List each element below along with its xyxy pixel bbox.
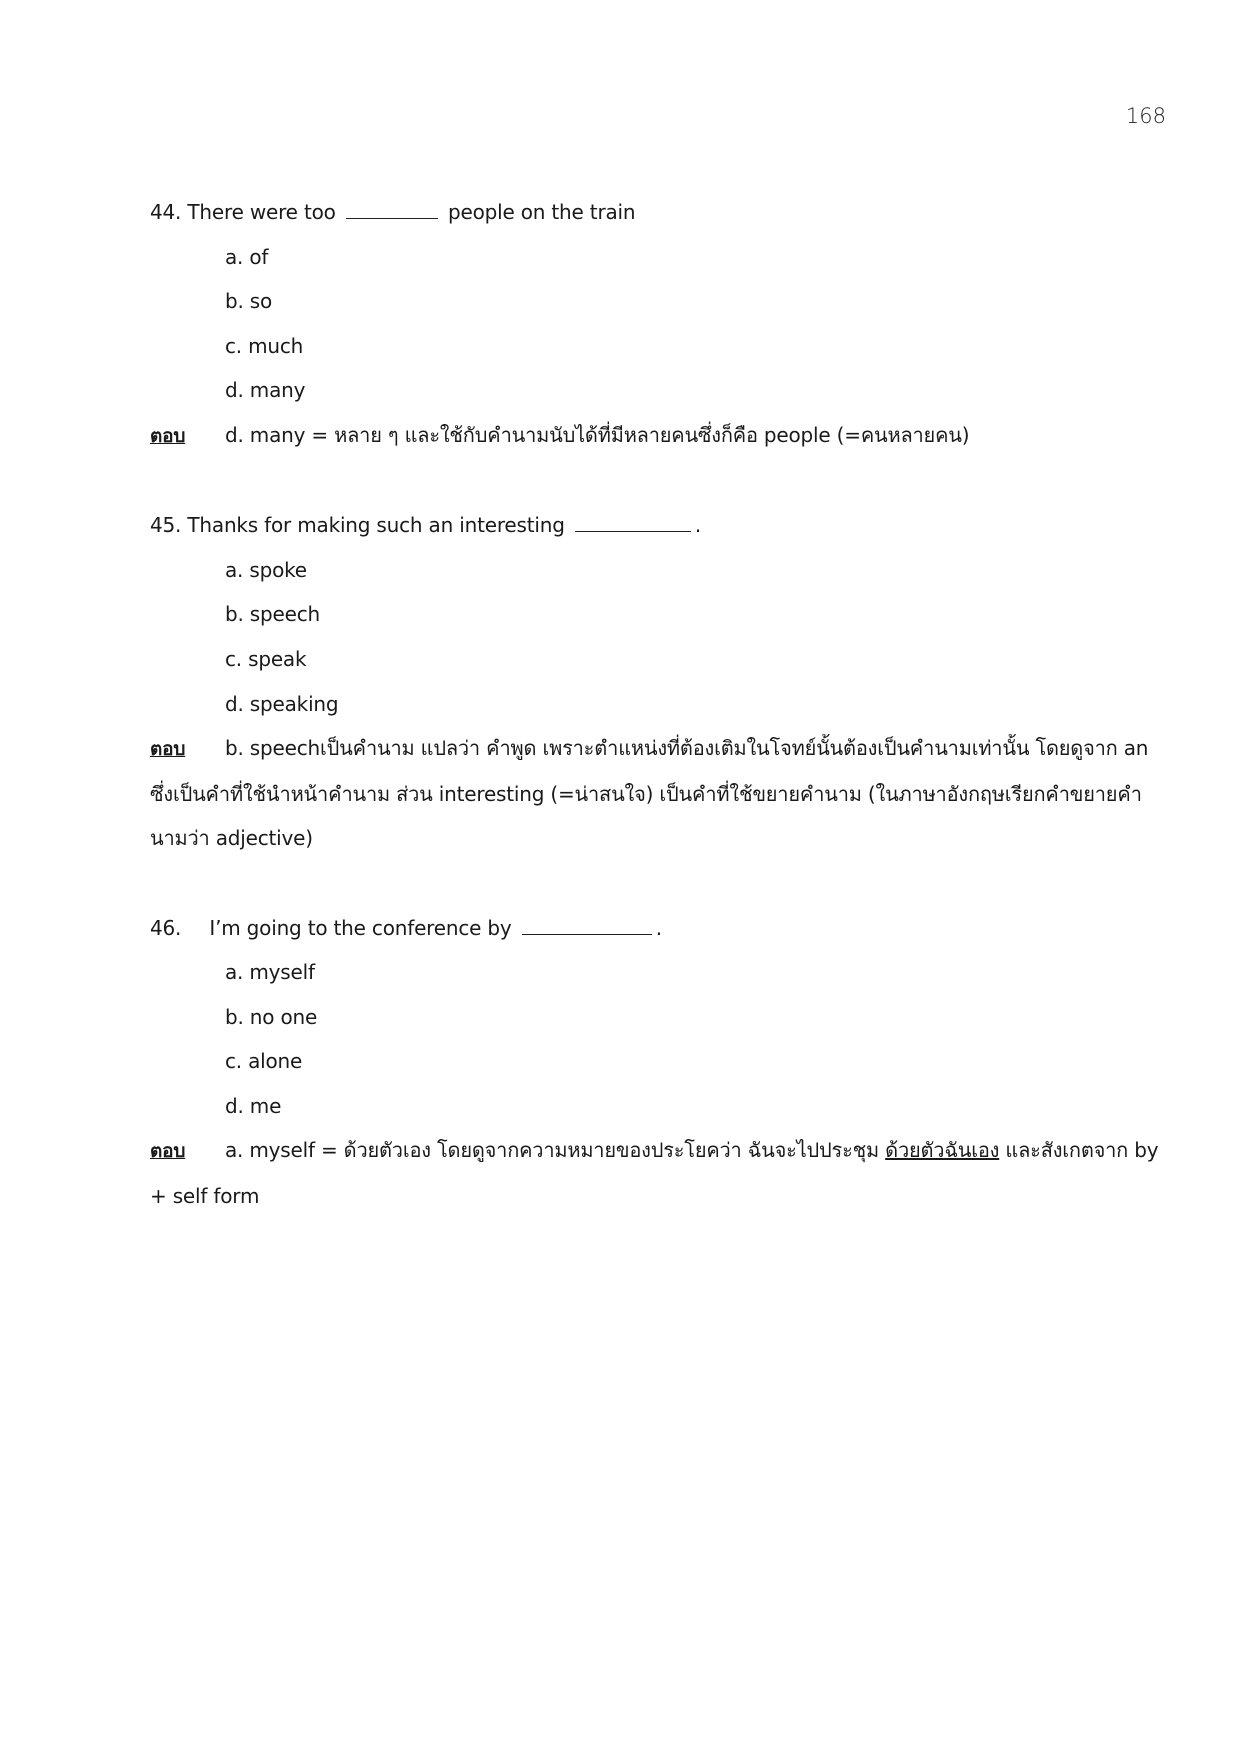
option-b: b. speech: [225, 602, 321, 627]
option-d: d. me: [225, 1093, 282, 1118]
question-45: [150, 503, 1165, 861]
answer-explanation: [150, 726, 1165, 861]
answer-blank: [346, 217, 438, 219]
option-c: c. much: [225, 333, 304, 358]
question-number: 45.: [150, 513, 182, 538]
option-c: c. alone: [225, 1049, 303, 1074]
option-a: a. spoke: [225, 557, 307, 582]
option-a: a. myself: [225, 960, 315, 985]
question-stem: [150, 190, 1165, 235]
option-c: c. speak: [225, 646, 307, 671]
option-d: d. speaking: [225, 691, 339, 716]
answer-text-emphasis: ด้วยตัวฉันเอง: [885, 1138, 1000, 1163]
page-number: 168: [1125, 104, 1166, 128]
answer-text: d. many = หลาย ๆ และใช้กับคำนามนับได้ที่มีหลายคนซึ่งก็คือ people (=คนหลายคน): [225, 422, 970, 447]
answer-label: ตอบ: [150, 1140, 186, 1163]
question-number: 46.: [150, 915, 182, 940]
question-46: [150, 906, 1165, 1219]
option-d: d. many: [225, 378, 306, 403]
stem-text-before: Thanks for making such an interesting: [187, 513, 565, 538]
answer-explanation: [150, 413, 1165, 459]
answer-blank: [575, 530, 691, 532]
option-b: b. no one: [225, 1004, 318, 1029]
option-a: a. of: [225, 244, 269, 269]
question-stem: [150, 906, 1165, 951]
stem-text-after: .: [694, 513, 702, 538]
question-stem: [150, 503, 1165, 548]
answer-text: b. speechเป็นคำนาม แปลว่า คำพูด เพราะตำแหน่งที่ต้องเติมในโจทย์นั้นต้องเป็นคำนามเท่านั้น โดยดูจาก an ซึ่งเป็นคำที่ใช้นำหน้าคำนาม ส่วน interesting (=น่าสนใจ) เป็นคำที่ใช้ขยายคำนาม (ในภาษาอังกฤษเรียกคำขยายคำนามว่า adjective): [150, 736, 1149, 851]
answer-text-after: และสังเกตจาก by + self form: [150, 1138, 1159, 1209]
answer-label: ตอบ: [150, 738, 186, 761]
stem-text-before: I’m going to the conference by: [209, 915, 512, 940]
answer-blank: [522, 933, 652, 935]
answer-text-before: a. myself = ด้วยตัวเอง โดยดูจากความหมายของประโยคว่า ฉันจะไปประชุม: [225, 1138, 879, 1163]
stem-text-after: people on the train: [448, 200, 636, 224]
option-b: b. so: [225, 289, 273, 314]
answer-label: ตอบ: [150, 424, 186, 447]
question-44: [150, 190, 1165, 459]
answer-explanation: [150, 1128, 1165, 1218]
stem-text-after: .: [655, 915, 662, 940]
question-number: 44.: [150, 200, 182, 224]
stem-text-before: There were too: [187, 200, 336, 224]
document-body: [150, 190, 1165, 1263]
